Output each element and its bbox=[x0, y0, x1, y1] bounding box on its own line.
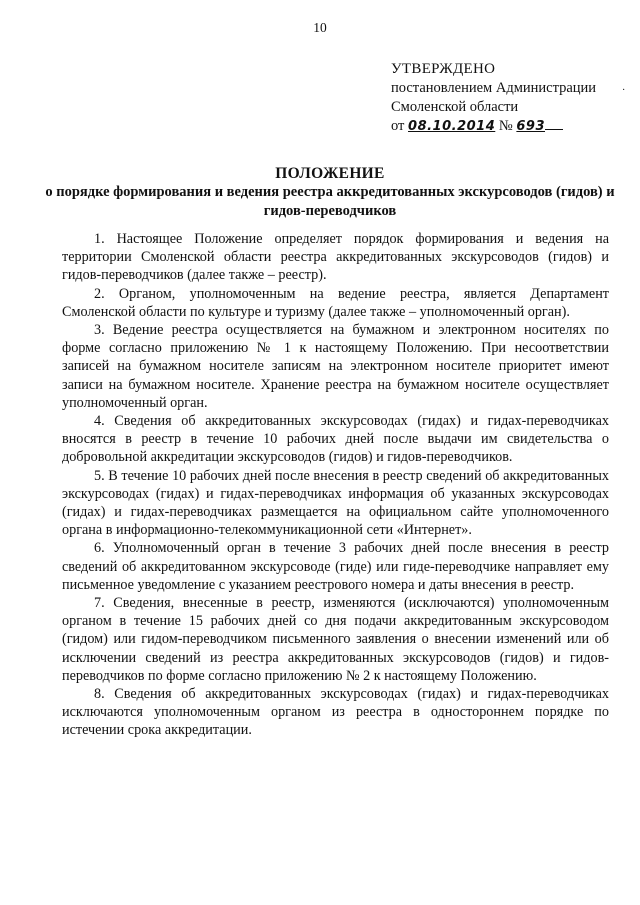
number-underline bbox=[545, 129, 563, 130]
approval-date: 08.10.2014 bbox=[408, 119, 496, 134]
document-body bbox=[62, 230, 609, 740]
paragraph-4: 4. Сведения об аккредитованных экскурсоводах (гидах) и гидах-переводчиках вносятся в реестр в течение 10 рабочих дней после выдачи им свидетельства о добровольной аккредитации экскурсоводов (гидов) и гидов-переводчиков. bbox=[62, 413, 609, 466]
number-prefix: № bbox=[498, 118, 513, 134]
paragraph-3: 3. Ведение реестра осуществляется на бумажном и электронном носителях по форме согласно приложению № 1 к настоящему Положению. При несоответствии записей на бумажном носителе записям на электронном носителе приоритет имеют записи на бумажном носителе. Хранение реестра на бумажном носителе осуществляет уполномоченный орган. bbox=[62, 322, 609, 411]
page-number: 10 bbox=[313, 20, 327, 35]
paragraph-6: 6. Уполномоченный орган в течение 3 рабочих дней после внесения в реестр сведений об аккредитованном экскурсоводе (гиде) или гиде-переводчике направляет ему письменное уведомление с указанием реестрового номера и даты внесения в реестр. bbox=[62, 540, 609, 593]
approval-line-2: Смоленской области bbox=[391, 99, 519, 115]
paragraph-1: 1. Настоящее Положение определяет порядок формирования и ведения на территории Смоленской области реестра аккредитованных экскурсоводов (гидов) и гидов-переводчиков (далее также – реестр). bbox=[62, 231, 609, 284]
paragraph-8: 8. Сведения об аккредитованных экскурсоводах (гидах) и гидах-переводчиках исключаются уполномоченным органом из реестра в одностороннем порядке по истечении срока аккредитации. bbox=[62, 686, 609, 739]
title-subtitle: о порядке формирования и ведения реестра аккредитованных экскурсоводов (гидов) и гидов-переводчиков bbox=[45, 184, 615, 219]
stray-mark-icon: · bbox=[622, 85, 626, 96]
date-prefix: от bbox=[391, 118, 405, 134]
title-main: ПОЛОЖЕНИЕ bbox=[275, 165, 385, 182]
approval-stamp bbox=[391, 60, 631, 136]
paragraph-5: 5. В течение 10 рабочих дней после внесения в реестр сведений об аккредитованных экскурсоводах (гидах) и гидах-переводчиках информация об указанных экскурсоводах (гидах) и гидах-переводчиках размещается на официальном сайте уполномоченного органа в информационно-телекоммуникационной сети «Интернет». bbox=[62, 467, 609, 539]
approved-heading: УТВЕРЖДЕНО bbox=[391, 61, 496, 77]
approval-number: 693 bbox=[516, 119, 546, 134]
approval-date-line bbox=[391, 117, 631, 136]
document-title bbox=[40, 164, 620, 220]
paragraph-7: 7. Сведения, внесенные в реестр, изменяются (исключаются) уполномоченным органом в течение 15 рабочих дней со дня подачи аккредитованным экскурсоводом (гидом) или гидом-переводчиком письменного заявления о внесении изменений или об исключении сведений из реестра аккредитованных экскурсоводов (гидов) и гидов-переводчиков по форме согласно приложению № 2 к настоящему Положению. bbox=[62, 595, 609, 684]
paragraph-2: 2. Органом, уполномоченным на ведение реестра, является Департамент Смоленской области по культуре и туризму (далее также – уполномоченный орган). bbox=[62, 285, 609, 320]
approval-line-1: постановлением Администрации bbox=[391, 80, 597, 96]
